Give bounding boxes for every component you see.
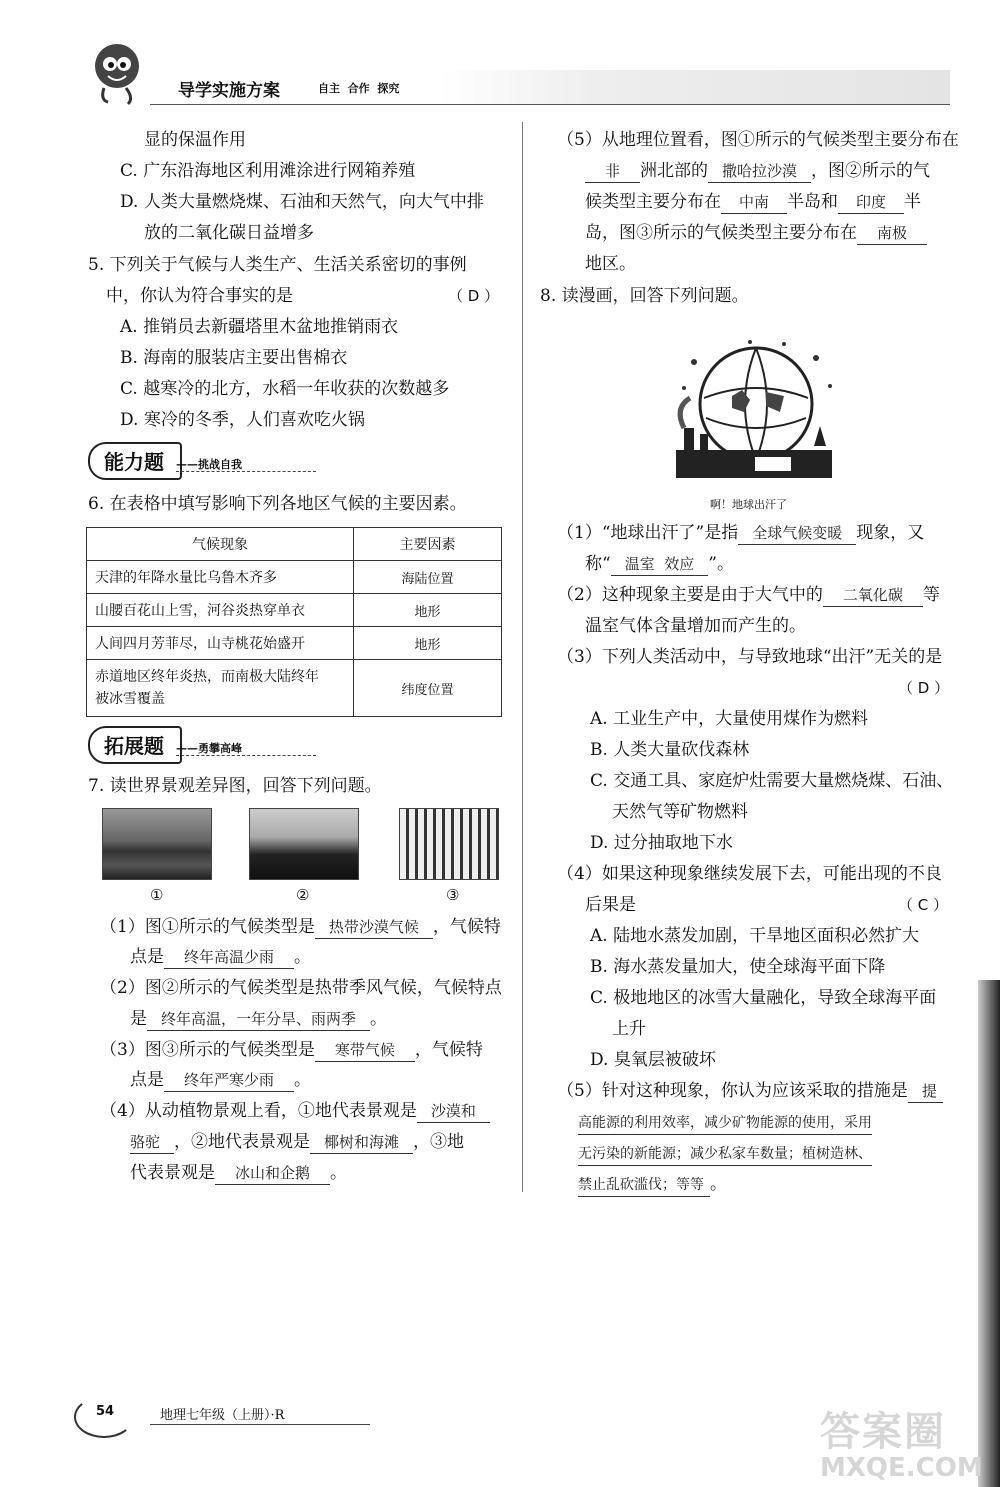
cartoon-caption: 啊！地球出汗了	[710, 498, 787, 511]
q7-1-answer-climate: 热带沙漠气候	[315, 916, 433, 939]
q7-4-line2	[130, 1130, 464, 1154]
q8-3-option-c-line2: 天然气等矿物燃料	[612, 802, 748, 822]
q7-2-line1: （2）图②所示的气候类型是热带季风气候，气候特点	[100, 978, 502, 998]
q7-5-answer-4: 印度	[838, 191, 904, 214]
q8-2-line1	[557, 583, 940, 607]
q8-3-option-c-line1: C. 交通工具、家庭炉灶需要大量燃烧煤、石油、	[590, 771, 954, 791]
q7-5-text4: 候类型主要分布在	[585, 192, 721, 212]
table-header-factor: 主要因素	[354, 528, 502, 561]
q7-4-answer-3: 冰山和企鹅	[215, 1162, 330, 1185]
q7-1-line1	[100, 915, 501, 939]
photo-label-2: ②	[296, 886, 310, 904]
cartoon-earth-sweating	[654, 338, 854, 488]
q7-3-answer-climate: 寒带气候	[315, 1039, 415, 1062]
table-cell-answer: 海陆位置	[354, 561, 502, 594]
q8-5-line2	[578, 1110, 872, 1135]
q7-3-line1	[100, 1038, 483, 1062]
q7-5-answer-1: 非	[585, 160, 640, 183]
table-row	[87, 627, 502, 660]
watermark-logo	[820, 1400, 983, 1483]
mascot-logo	[86, 40, 148, 108]
q8-2-answer: 二氧化碳	[823, 584, 923, 607]
q7-1-line2	[130, 945, 311, 969]
q7-5-answer-5: 南极	[857, 222, 927, 245]
table-cell: 人间四月芳菲尽，山寺桃花始盛开	[87, 627, 354, 660]
q4-continued: 显的保温作用	[144, 130, 246, 150]
q8-5-line3	[578, 1141, 872, 1166]
q8-4-option-c-line2: 上升	[612, 1019, 646, 1039]
q7-1-end: 。	[294, 947, 312, 967]
q8-2-line2: 温室气体含量增加而产生的。	[585, 616, 806, 636]
header-rule	[150, 104, 950, 105]
q7-5-text3: ，图②所示的气	[811, 161, 931, 181]
q8-1-answer-2: 温室 效应	[611, 553, 709, 576]
q8-5-answer-4: 禁止乱砍滥伐；等等	[578, 1174, 710, 1197]
q7-3-text: （3）图③所示的气候类型是	[100, 1040, 315, 1060]
q7-2-answer-feature: 终年高温，一年分旱、雨两季	[147, 1008, 370, 1031]
q7-1-text2: ，气候特	[432, 917, 501, 937]
section-ability-arrows	[176, 470, 316, 472]
q8-4-answer: （ C ）	[898, 896, 949, 914]
q5-stem-line2: 中，你认为符合事实的是	[106, 286, 293, 306]
q5-stem-line1: 5. 下列关于气候与人类生产、生活关系密切的事例	[88, 255, 467, 275]
q7-5-line5: 地区。	[585, 254, 636, 274]
table-cell-answer: 纬度位置	[354, 660, 502, 717]
q7-4-text3: ，③地	[413, 1132, 465, 1152]
q8-stem: 8. 读漫画，回答下列问题。	[540, 286, 749, 306]
q8-3-answer: （ D ）	[898, 679, 950, 697]
q7-4-answer-1a: 沙漠和	[417, 1100, 490, 1123]
table-header-row	[87, 528, 502, 561]
photo-label-3: ③	[446, 886, 460, 904]
q7-stem: 7. 读世界景观差异图，回答下列问题。	[88, 776, 382, 796]
q7-3-text2: ，气候特	[414, 1040, 483, 1060]
header-title: 导学实施方案	[178, 81, 280, 101]
table-cell-answer: 地形	[354, 627, 502, 660]
section-extension-subtitle: ——勇攀高峰	[176, 742, 242, 755]
table-cell-line1: 赤道地区终年炎热，而南极大陆终年	[95, 669, 319, 685]
footer-book-title: 地理七年级（上册）·R	[160, 1408, 285, 1423]
q7-3-end: 。	[294, 1070, 312, 1090]
q8-3-stem: （3）下列人类活动中，与导致地球“出汗”无关的是	[557, 647, 943, 667]
q7-1-text: （1）图①所示的气候类型是	[100, 917, 315, 937]
q8-1-text3: 称“	[585, 554, 611, 574]
q7-5-line4	[585, 221, 927, 245]
q7-2-end: 。	[370, 1009, 388, 1029]
photo-desert	[102, 808, 212, 880]
section-extension-title: 拓展题	[104, 734, 164, 758]
column-divider	[522, 122, 523, 1192]
q7-5-line2	[585, 159, 930, 183]
q5-option-c: C. 越寒冷的北方，水稻一年收获的次数越多	[120, 379, 450, 399]
watermark-text: 答案圈	[820, 1409, 946, 1455]
table-cell-line2: 被冰雪覆盖	[95, 691, 165, 707]
q7-3-text3: 点是	[130, 1070, 164, 1090]
q8-5-text: （5）针对这种现象，你认为应该采取的措施是	[557, 1081, 908, 1101]
q8-3-option-b: B. 人类大量砍伐森林	[590, 740, 750, 760]
footer-rule	[150, 1424, 370, 1425]
q7-3-answer-feature: 终年严寒少雨	[164, 1069, 294, 1092]
q7-4-end: 。	[330, 1163, 348, 1183]
table-cell	[87, 660, 354, 717]
table-row	[87, 594, 502, 627]
q7-1-answer-feature: 终年高温少雨	[164, 946, 294, 969]
photo-penguins	[399, 808, 499, 880]
table-cell: 山腰百花山上雪，河谷炎热穿单衣	[87, 594, 354, 627]
q4-option-d-line2: 放的二氧化碳日益增多	[144, 223, 314, 243]
q8-5-answer-3: 无污染的新能源；减少私家车数量；植树造林、	[578, 1143, 872, 1166]
q8-4-option-a: A. 陆地水蒸发加剧，干旱地区面积必然扩大	[590, 926, 920, 946]
q5-option-b: B. 海南的服装店主要出售棉衣	[120, 348, 348, 368]
q8-2-text: （2）这种现象主要是由于大气中的	[557, 585, 823, 605]
table-row	[87, 561, 502, 594]
q5-option-d: D. 寒冷的冬季，人们喜欢吃火锅	[120, 410, 365, 430]
q7-5-answer-2: 撒哈拉沙漠	[708, 160, 811, 183]
q7-4-text2: ，②地代表景观是	[174, 1132, 311, 1152]
q8-5-line1	[557, 1079, 943, 1103]
q7-4-line1	[100, 1099, 490, 1123]
q8-1-line1	[557, 521, 924, 545]
q7-2-text: 是	[130, 1009, 147, 1029]
table-row	[87, 660, 502, 717]
q7-4-answer-2: 椰树和海滩	[310, 1131, 413, 1154]
q8-4-option-d: D. 臭氧层被破坏	[590, 1050, 716, 1070]
q7-5-line3	[585, 190, 921, 214]
q8-1-answer-1: 全球气候变暖	[738, 522, 856, 545]
header-band	[440, 70, 950, 104]
table-cell: 天津的年降水量比乌鲁木齐多	[87, 561, 354, 594]
table-cell-answer: 地形	[354, 594, 502, 627]
q7-4-text4: 代表景观是	[130, 1163, 215, 1183]
q8-3-option-d: D. 过分抽取地下水	[590, 833, 733, 853]
photo-label-1: ①	[150, 886, 164, 904]
q5-option-a: A. 推销员去新疆塔里木盆地推销雨衣	[120, 317, 399, 337]
q7-4-text: （4）从动植物景观上看，①地代表景观是	[100, 1101, 417, 1121]
q5-answer: （ D ）	[448, 287, 500, 305]
q8-4-stem-line2: 后果是	[585, 895, 636, 915]
section-extension-arrows	[176, 754, 316, 756]
q8-5-answer-1: 提	[908, 1080, 943, 1103]
photo-tropical	[249, 808, 359, 880]
q7-5-text6: 半	[904, 192, 922, 212]
q7-5-answer-3: 中南	[721, 191, 787, 214]
q8-1-text: （1）“地球出汗了”是指	[557, 523, 739, 543]
watermark-url: MXQE.COM	[820, 1453, 983, 1483]
section-ability-subtitle: ——挑战自我	[176, 458, 242, 471]
q8-4-stem-line1: （4）如果这种现象继续发展下去，可能出现的不良	[557, 864, 942, 884]
q7-4-answer-1b: 骆驼	[130, 1131, 174, 1154]
q4-option-c: C. 广东沿海地区利用滩涂进行网箱养殖	[120, 161, 416, 181]
q7-1-text3: 点是	[130, 947, 164, 967]
q8-5-end: 。	[710, 1174, 727, 1194]
climate-factor-table	[86, 527, 502, 717]
q8-1-end: ”。	[708, 554, 734, 574]
q7-5-text7: 岛，图③所示的气候类型主要分布在	[585, 223, 857, 243]
q8-3-option-a: A. 工业生产中，大量使用煤作为燃料	[590, 709, 869, 729]
q7-4-line3	[130, 1161, 347, 1185]
q7-5-line1: （5）从地理位置看，图①所示的气候类型主要分布在	[557, 130, 959, 150]
page-number: 54	[96, 1404, 115, 1419]
q8-5-answer-2: 高能源的利用效率，减少矿物能源的使用，采用	[578, 1112, 872, 1135]
q8-5-line4	[578, 1172, 727, 1197]
q7-3-line2	[130, 1068, 311, 1092]
table-header-phenomenon: 气候现象	[87, 528, 354, 561]
q8-1-line2	[585, 552, 734, 576]
q8-1-text2: 现象，又	[856, 523, 925, 543]
q7-5-text5: 半岛和	[787, 192, 839, 212]
q8-4-option-b: B. 海水蒸发量加大，使全球海平面下降	[590, 957, 886, 977]
q7-2-line2	[130, 1007, 387, 1031]
q6-stem: 6. 在表格中填写影响下列各地区气候的主要因素。	[88, 494, 467, 514]
q8-2-text2: 等	[922, 585, 940, 605]
q4-option-d-line1: D. 人类大量燃烧煤、石油和天然气，向大气中排	[120, 192, 484, 212]
header-tags: 自主 合作 探究	[318, 82, 400, 95]
q7-5-text2: 洲北部的	[640, 161, 709, 181]
section-ability-title: 能力题	[104, 450, 164, 474]
q8-4-option-c-line1: C. 极地地区的冰雪大量融化，导致全球海平面	[590, 988, 937, 1008]
